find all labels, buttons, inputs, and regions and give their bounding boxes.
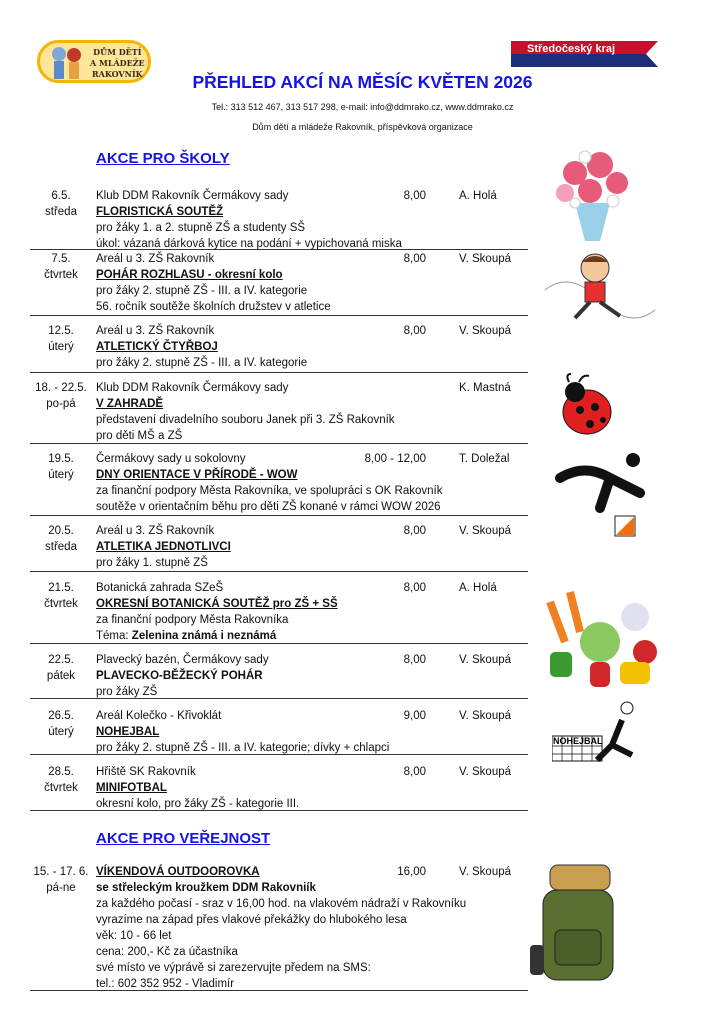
- event-time: 8,00: [403, 190, 426, 202]
- event-title: POHÁR ROZHLASU - okresní kolo: [96, 269, 283, 281]
- event-date: 28.5.: [48, 766, 74, 778]
- event-day: čtvrtek: [44, 269, 78, 281]
- detail-text: pro děti MŠ a ZŠ: [96, 430, 183, 442]
- row-separator: [30, 315, 528, 316]
- event-place: Botanická zahrada SZeŠ: [96, 582, 224, 594]
- event-date: 7.5.: [51, 253, 71, 265]
- event-row: [30, 864, 520, 880]
- event-detail: [96, 960, 371, 976]
- event-row: [30, 323, 520, 339]
- vegetables-image: [540, 572, 665, 692]
- event-place: Areál u 3. ZŠ Rakovník: [96, 525, 215, 537]
- event-detail: [96, 428, 182, 444]
- event-row: [30, 380, 520, 396]
- event-detail-row: [30, 944, 520, 960]
- event-detail-row: [30, 912, 520, 928]
- section-heading-public: AKCE PRO VEŘEJNOST: [96, 830, 271, 847]
- event-date: 19.5.: [48, 453, 74, 465]
- svg-text:Středočeský kraj: Středočeský kraj: [527, 43, 616, 55]
- event-row: [30, 267, 520, 283]
- event-subtitle: se střeleckým kroužkem DDM Rakovniík: [96, 882, 316, 894]
- event-day: středa: [45, 206, 77, 218]
- event-detail-row: [30, 960, 520, 976]
- event-organizer: T. Doležal: [459, 453, 510, 465]
- event-organizer: A. Holá: [459, 190, 497, 202]
- event-place: Plavecký bazén, Čermákovy sady: [96, 654, 269, 666]
- event-detail-row: [30, 355, 520, 371]
- event-detail-row: [30, 612, 520, 628]
- event-row: [30, 780, 520, 796]
- detail-text: pro žáky 2. stupně ZŠ - III. a IV. kategorie: [96, 357, 308, 369]
- event-row: [30, 708, 520, 724]
- event-row: [30, 668, 520, 684]
- event-detail: [96, 684, 157, 700]
- event-detail-row: [30, 928, 520, 944]
- event-detail: [96, 796, 299, 812]
- detail-text: pro žáky 2. stupně ZŠ - III. a IV. kategorie; dívky + chlapci: [96, 742, 390, 754]
- event-entry: [30, 188, 520, 252]
- event-row: [30, 188, 520, 204]
- event-day: pátek: [46, 670, 76, 682]
- event-detail: [96, 628, 276, 644]
- event-row: [30, 764, 520, 780]
- event-entry: [30, 251, 520, 315]
- event-entry: [30, 323, 520, 371]
- event-row: [30, 724, 520, 740]
- detail-text: své místo ve výprávě si zarezervujte předem na SMS:: [96, 962, 371, 974]
- event-entry: [30, 864, 520, 992]
- event-date: 18. - 22.5.: [35, 382, 87, 394]
- event-time: 8,00: [403, 654, 426, 666]
- event-organizer: V. Skoupá: [459, 710, 512, 722]
- event-row: [30, 539, 520, 555]
- event-detail: [96, 355, 307, 371]
- detail-text: soutěže v orientačním běhu pro děti ZŠ konané v rámci WOW 2026: [96, 501, 441, 513]
- event-date: 12.5.: [48, 325, 74, 337]
- event-detail-row: [30, 555, 520, 571]
- event-time: 8,00 - 12,00: [364, 453, 426, 465]
- event-time: 8,00: [403, 582, 426, 594]
- detail-text: pro žáky ZŠ: [96, 686, 158, 698]
- orienteering-runner-image: [555, 448, 650, 523]
- event-title: NOHEJBAL: [96, 726, 160, 738]
- event-organizer: V. Skoupá: [459, 525, 512, 537]
- detail-text: pro žáky 2. stupně ZŠ - III. a IV. kategorie: [96, 285, 308, 297]
- event-organizer: V. Skoupá: [459, 866, 512, 878]
- event-organizer: K. Mastná: [459, 382, 511, 394]
- ladybug-image: [555, 372, 615, 437]
- event-date: 15. - 17. 6.: [33, 866, 89, 878]
- event-detail-row: [30, 684, 520, 700]
- detail-text: za finanční podpory Města Rakovníka: [96, 614, 289, 626]
- event-detail: [96, 412, 395, 428]
- detail-text: za finanční podpory Města Rakovníka, ve spolupráci s OK Rakovník: [96, 485, 443, 497]
- event-detail-row: [30, 236, 520, 252]
- event-detail: [96, 976, 234, 992]
- event-row: [30, 652, 520, 668]
- event-day: úterý: [48, 726, 74, 738]
- detail-text: Téma:: [96, 630, 132, 642]
- row-separator: [30, 571, 528, 572]
- event-detail-row: [30, 283, 520, 299]
- event-day: čtvrtek: [44, 598, 78, 610]
- event-place: Klub DDM Rakovník Čermákovy sady: [96, 190, 289, 202]
- event-title: V ZAHRADĚ: [96, 398, 164, 410]
- event-detail-row: [30, 740, 520, 756]
- event-detail-row: [30, 483, 520, 499]
- organization-name: Dům dětí a mládeže Rakovník, příspěvková organizace: [252, 122, 473, 132]
- event-title: PLAVECKO-BĚŽECKÝ POHÁR: [96, 670, 263, 682]
- detail-text: okresní kolo, pro žáky ZŠ - kategorie III.: [96, 798, 300, 810]
- event-date: 26.5.: [48, 710, 74, 722]
- detail-text: pro žáky 1. stupně ZŠ: [96, 557, 208, 569]
- event-detail-row: [30, 976, 520, 992]
- event-place: Klub DDM Rakovník Čermákovy sady: [96, 382, 289, 394]
- event-time: 8,00: [403, 525, 426, 537]
- event-organizer: A. Holá: [459, 582, 497, 594]
- nohejbal-image: [552, 700, 652, 765]
- event-entry: [30, 380, 520, 444]
- event-date: 6.5.: [51, 190, 71, 202]
- event-time: 8,00: [403, 325, 426, 337]
- detail-text: představení divadelního souboru Janek při 3. ZŠ Rakovník: [96, 414, 395, 426]
- event-detail: [96, 928, 171, 944]
- event-row: [30, 880, 520, 896]
- event-detail: [96, 944, 238, 960]
- event-detail-row: [30, 412, 520, 428]
- row-separator: [30, 372, 528, 373]
- event-detail: [96, 299, 331, 315]
- event-time: 8,00: [403, 766, 426, 778]
- contact-info: Tel.: 313 512 467, 313 517 298, e-mail: info@ddmrako.cz, www.ddmrako.cz: [211, 102, 514, 112]
- event-time: 9,00: [403, 710, 426, 722]
- event-detail: [96, 220, 305, 236]
- event-place: Čermákovy sady u sokolovny: [96, 453, 246, 465]
- event-title: DNY ORIENTACE V PŘÍRODĚ - WOW: [96, 469, 298, 481]
- event-detail-row: [30, 796, 520, 812]
- event-place: Areál u 3. ZŠ Rakovník: [96, 325, 215, 337]
- detail-text: 56. ročník soutěže školních družstev v atletice: [96, 301, 331, 313]
- event-title: FLORISTICKÁ SOUTĚŽ: [96, 206, 224, 218]
- backpack-image: [525, 860, 630, 990]
- event-time: 16,00: [397, 866, 426, 878]
- event-entry: [30, 708, 520, 756]
- event-place: Areál Kolečko - Křivoklát: [96, 710, 222, 722]
- event-row: [30, 339, 520, 355]
- event-row: [30, 204, 520, 220]
- logo-text: DŮM DĚTÍ A MLÁDEŽE RAKOVNÍK: [90, 47, 145, 79]
- event-row: [30, 396, 520, 412]
- event-organizer: V. Skoupá: [459, 654, 512, 666]
- detail-text: tel.: 602 352 952 - Vladimír: [96, 978, 235, 990]
- event-detail: [96, 483, 442, 499]
- detail-text: za každého počasí - sraz v 16,00 hod. na vlakovém nádraží v Rakovníku: [96, 898, 467, 910]
- event-day: čtvrtek: [44, 782, 78, 794]
- flower-bouquet-image: [545, 143, 640, 243]
- event-row: [30, 467, 520, 483]
- event-organizer: V. Skoupá: [459, 253, 512, 265]
- event-detail: [96, 499, 441, 515]
- event-day: úterý: [48, 469, 74, 481]
- event-detail-row: [30, 220, 520, 236]
- event-date: 20.5.: [48, 525, 74, 537]
- svg-text:NOHEJBAL: NOHEJBAL: [553, 736, 603, 746]
- event-entry: [30, 580, 520, 644]
- event-date: 21.5.: [48, 582, 74, 594]
- event-row: [30, 251, 520, 267]
- event-row: [30, 596, 520, 612]
- event-day: úterý: [48, 341, 74, 353]
- event-title: MINIFOTBAL: [96, 782, 167, 794]
- event-row: [30, 451, 520, 467]
- event-place: Hřiště SK Rakovník: [96, 766, 196, 778]
- event-detail-row: [30, 299, 520, 315]
- event-entry: [30, 523, 520, 571]
- runner-image: [540, 250, 660, 325]
- event-time: 8,00: [403, 253, 426, 265]
- event-detail: [96, 740, 389, 756]
- event-row: [30, 523, 520, 539]
- event-title: ATLETIKA JEDNOTLIVCI: [96, 541, 231, 553]
- orienteering-flag-icon: [614, 515, 636, 537]
- event-detail-row: [30, 896, 520, 912]
- event-title: ATLETICKÝ ČTYŘBOJ: [96, 341, 218, 353]
- event-row: [30, 580, 520, 596]
- event-date: 22.5.: [48, 654, 74, 666]
- event-organizer: V. Skoupá: [459, 766, 512, 778]
- event-detail-row: [30, 628, 520, 644]
- event-detail: [96, 612, 288, 628]
- page-title: PŘEHLED AKCÍ NA MĚSÍC KVĚTEN 2026: [192, 72, 533, 92]
- event-entry: [30, 764, 520, 812]
- event-detail: [96, 555, 208, 571]
- stredocesky-kraj-logo: [511, 41, 658, 67]
- event-day: pá-ne: [46, 882, 76, 894]
- detail-bold-text: Zelenina známá i neznámá: [131, 630, 277, 642]
- detail-text: vyrazíme na západ přes vlakové překážky do hlubokého lesa: [96, 914, 407, 926]
- detail-text: věk: 10 - 66 let: [96, 930, 172, 942]
- event-entry: [30, 652, 520, 700]
- event-detail: [96, 912, 407, 928]
- event-title: VÍKENDOVÁ OUTDOOROVKA: [96, 866, 260, 878]
- event-day: středa: [45, 541, 77, 553]
- detail-text: úkol: vázaná dárková kytice na podání + vypichovaná miska: [96, 238, 402, 250]
- section-heading-schools: AKCE PRO ŠKOLY: [96, 150, 230, 167]
- event-detail: [96, 896, 466, 912]
- detail-text: pro žáky 1. a 2. stupně ZŠ a studenty SŠ: [96, 222, 306, 234]
- event-entry: [30, 451, 520, 515]
- event-detail: [96, 236, 402, 252]
- detail-text: cena: 200,- Kč za účastníka: [96, 946, 238, 958]
- event-detail: [96, 283, 307, 299]
- event-title: OKRESNÍ BOTANICKÁ SOUTĚŽ pro ZŠ + SŠ: [96, 598, 338, 610]
- event-detail-row: [30, 499, 520, 515]
- event-organizer: V. Skoupá: [459, 325, 512, 337]
- row-separator: [30, 515, 528, 516]
- event-detail-row: [30, 428, 520, 444]
- event-place: Areál u 3. ZŠ Rakovník: [96, 253, 215, 265]
- event-day: po-pá: [46, 398, 76, 410]
